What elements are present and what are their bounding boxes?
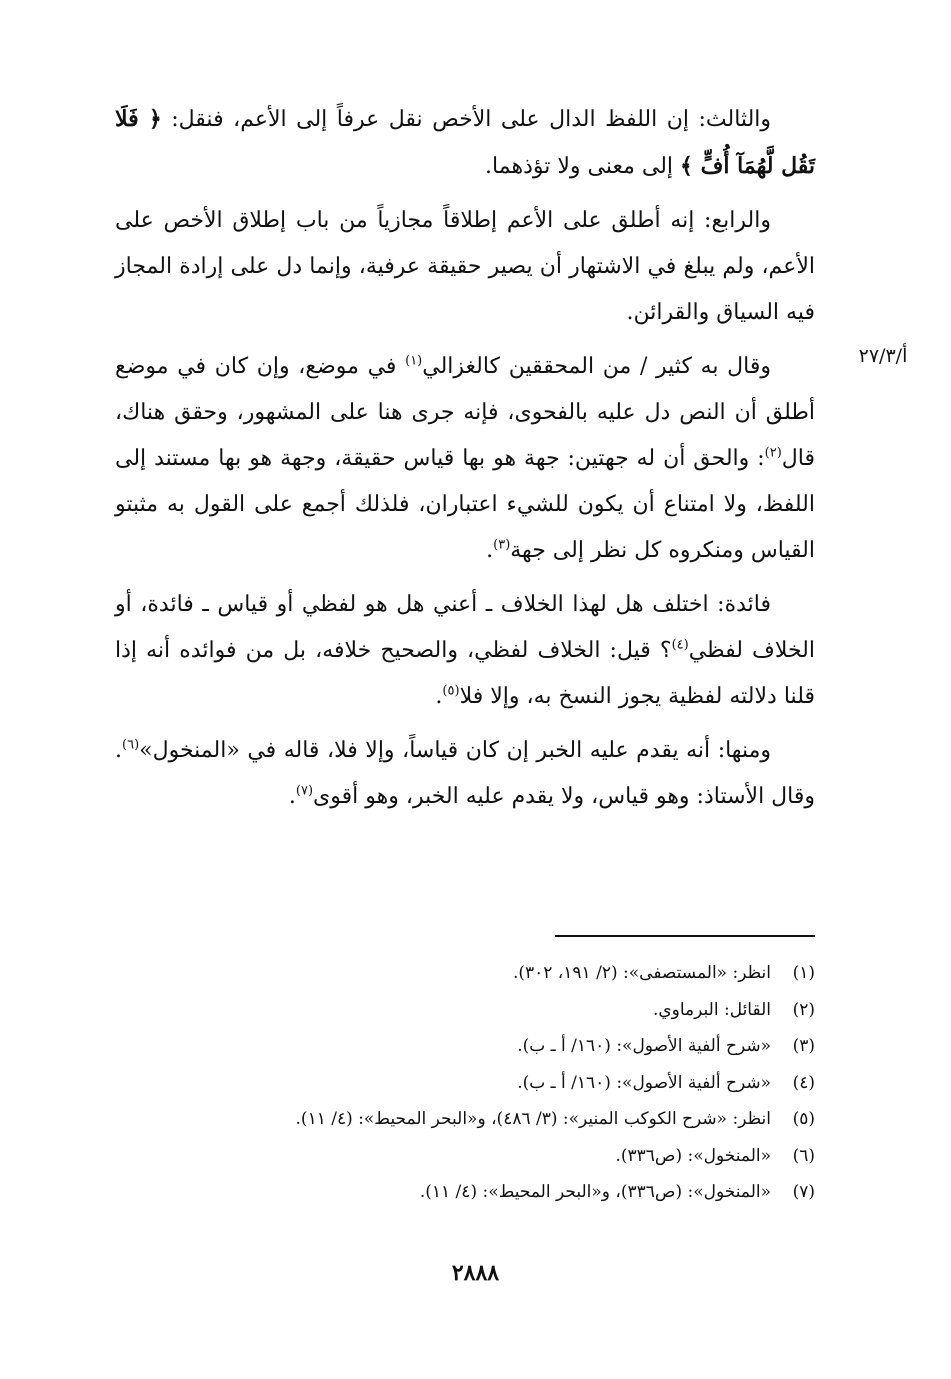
footnote-item <box>150 955 815 992</box>
footnote-number: (٢) <box>792 999 815 1020</box>
paragraph-third-view <box>115 96 815 190</box>
footnote-ref[interactable]: (١) <box>405 353 423 369</box>
footnote-text: القائل: البرماوي. <box>652 999 771 1020</box>
footnote-text: «شرح ألفية الأصول»: (١٦٠/ أ ـ ب). <box>517 1072 771 1093</box>
paragraph-text: ومنها: أنه يقدم عليه الخبر إن كان قياساً، وإلا فلا، قاله في «المنخول» <box>139 738 771 763</box>
page-number: ٢٨٨٨ <box>451 1260 500 1286</box>
paragraph-text: : والحق أن له جهتين: جهة هو بها قياس حقيقة، وجهة هو بها مستند إلى اللفظ، ولا امتناع أن يكون للشيء اعتباران، فلذلك أجمع على القول به مثبتو القياس ومنكروه كل نظر إلى جهة <box>115 446 815 563</box>
footnote-text: «المنخول»: (ص٣٣٦). <box>615 1145 771 1166</box>
footnote-text: «شرح ألفية الأصول»: (١٦٠/ أ ـ ب). <box>517 1036 771 1056</box>
paragraph-text: ؟ قيل: الخلاف لفظي، والصحيح خلافه، بل من فوائده أنه إذا قلنا دلالته لفظية يجوز النسخ به، وإلا فلا <box>115 638 815 709</box>
footnote-item <box>150 1174 815 1211</box>
footnote-number: (٣) <box>792 1036 815 1056</box>
paragraph-text: . <box>288 784 296 809</box>
footnote-ref[interactable]: (٤) <box>671 637 689 653</box>
footnote-item <box>150 1101 815 1138</box>
paragraph-among-them <box>115 728 815 820</box>
margin-folio-note: أ/٢٧/٣ <box>858 345 908 367</box>
footnote-number: (٥) <box>792 1109 815 1129</box>
paragraph-text: . وقال الأستاذ: وهو قياس، ولا يقدم عليه الخبر، وهو أقوى <box>115 738 815 809</box>
footnote-number: (٤) <box>792 1072 815 1093</box>
footnote-ref[interactable]: (٧) <box>295 783 314 799</box>
footnote-item <box>150 1065 815 1102</box>
footnote-number: (٧) <box>792 1182 815 1202</box>
footnote-ref[interactable]: (٢) <box>764 445 782 461</box>
footnote-separator <box>555 935 815 937</box>
footnotes <box>150 955 815 1211</box>
paragraph-text: والرابع: إنه أطلق على الأعم إطلاقاً مجازياً من باب إطلاق الأخص على الأعم، ولم يبلغ في الاشتهار أن يصير حقيقة عرفية، وإنما دل على إرادة المجاز فيه السياق والقرائن. <box>115 208 815 325</box>
paragraph-text: في موضع، وإن كان في موضع أطلق أن النص دل عليه بالفحوى، فإنه جرى هنا على المشهور، وحقق هناك، قال <box>115 354 815 471</box>
paragraph-benefit <box>115 582 815 720</box>
paragraph-text: إلى معنى ولا تؤذهما. <box>485 154 681 179</box>
footnote-text: انظر: «المستصفى»: (٢/ ١٩١، ٣٠٢). <box>512 963 771 983</box>
paragraph-text: فائدة: اختلف هل لهذا الخلاف ـ أعني هل هو لفظي أو قياس ـ فائدة، أو الخلاف لفظي <box>115 592 815 663</box>
footnote-item <box>150 1028 815 1065</box>
footnote-item <box>150 992 815 1029</box>
footnote-number: (١) <box>792 963 815 983</box>
paragraph-text: والثالث: إن اللفظ الدال على الأخص نقل عرفاً إلى الأعم، فنقل: <box>171 107 772 132</box>
footnote-ref[interactable]: (٣) <box>493 537 511 553</box>
footnote-item <box>150 1138 815 1175</box>
footnote-number: (٦) <box>792 1145 815 1166</box>
main-text <box>115 96 815 828</box>
footnote-text: انظر: «شرح الكوكب المنير»: (٣/ ٤٨٦)، و«البحر المحيط»: (٤/ ١١). <box>295 1109 771 1129</box>
paragraph-text: . <box>486 538 494 563</box>
footnote-text: «المنخول»: (ص٣٣٦)، و«البحر المحيط»: (٤/ ١١). <box>419 1182 771 1202</box>
footnote-ref[interactable]: (٦) <box>122 737 140 753</box>
paragraph-text: وقال به كثير / من المحققين كالغزالي <box>422 354 771 379</box>
paragraph-fourth-view <box>115 198 815 336</box>
paragraph-ghazali <box>115 344 815 574</box>
footnote-ref[interactable]: (٥) <box>442 683 460 699</box>
paragraph-text: . <box>435 684 443 709</box>
quran-verse: ﴿ فَلَا تَقُل لَّهُمَآ أُفٍّ ﴾ <box>115 106 815 179</box>
